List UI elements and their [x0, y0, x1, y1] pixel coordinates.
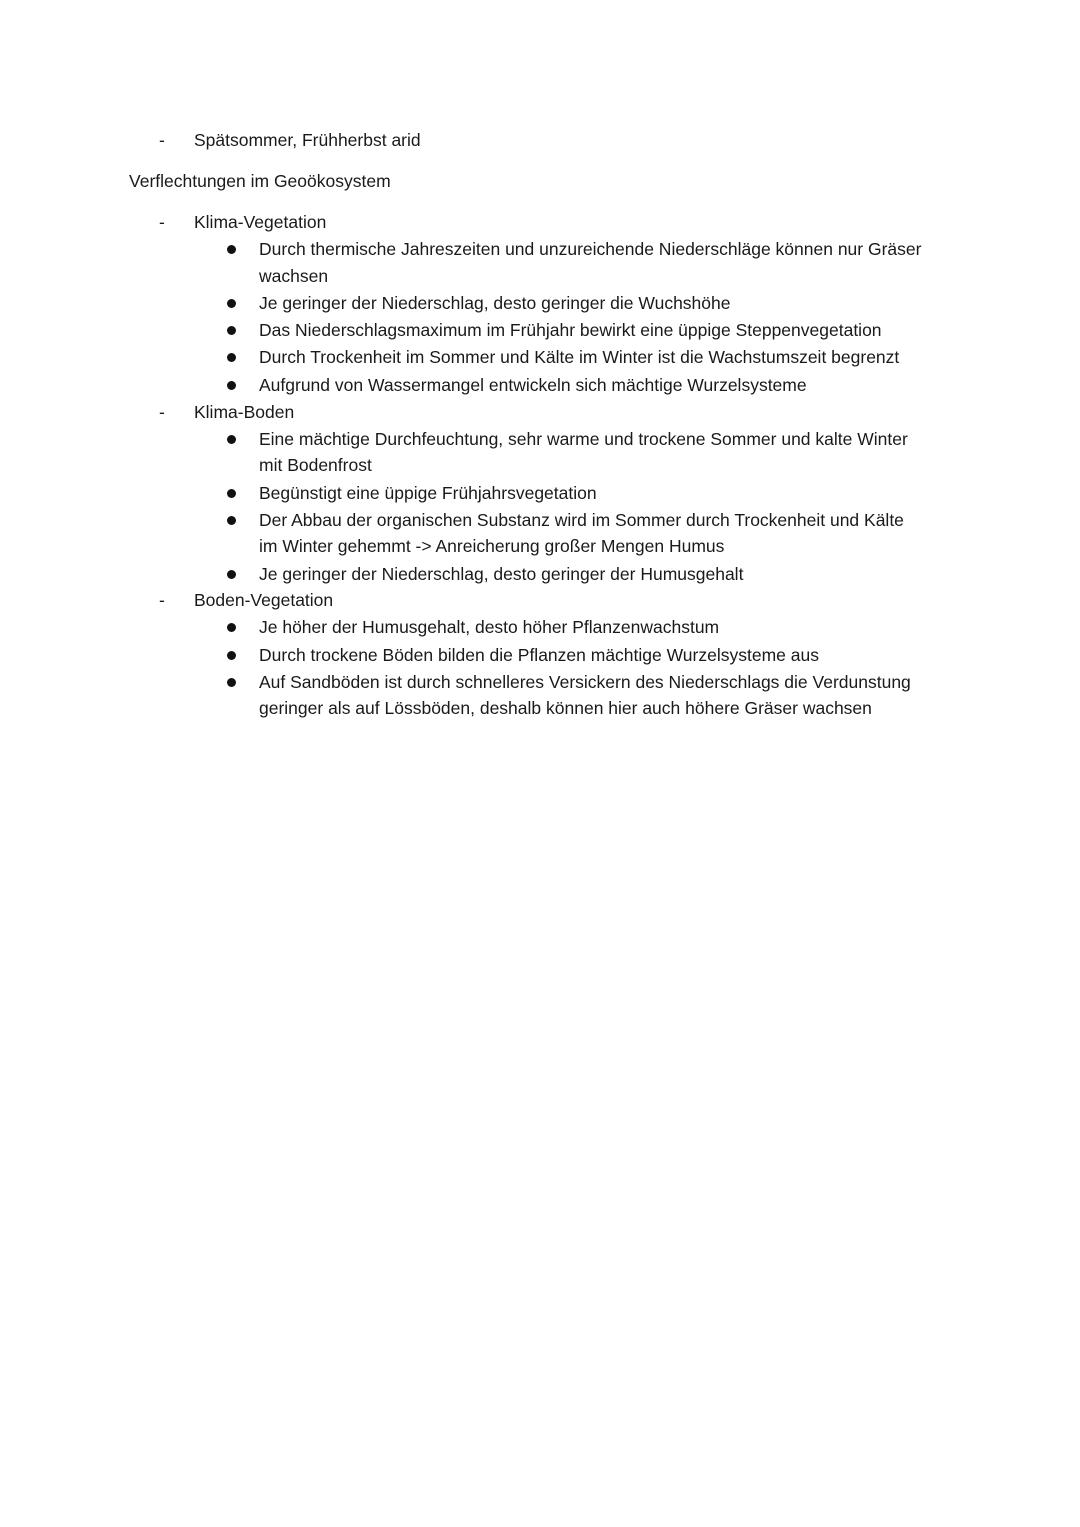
list-item-line: Aufgrund von Wassermangel entwickeln sich mächtige Wurzelsysteme	[259, 375, 807, 395]
bullet-icon	[227, 651, 236, 660]
list-item-line: wachsen	[259, 266, 329, 286]
list-item-line: Eine mächtige Durchfeuchtung, sehr warme und trockene Sommer und kalte Winter	[259, 429, 908, 449]
bullet-icon	[227, 381, 236, 390]
dash-marker: -	[159, 212, 165, 232]
bullet-icon	[227, 435, 236, 444]
list-item-line: Durch thermische Jahreszeiten und unzureichende Niederschläge können nur Gräser	[259, 239, 922, 259]
list-item-line: Durch Trockenheit im Sommer und Kälte im Winter ist die Wachstumszeit begrenzt	[259, 347, 900, 367]
subsection-title-klima-vegetation: Klima-Vegetation	[194, 212, 327, 232]
dash-marker: -	[159, 130, 165, 150]
bullet-icon	[227, 570, 236, 579]
subsection-title-boden-vegetation: Boden-Vegetation	[194, 590, 334, 610]
bullet-icon	[227, 516, 236, 525]
list-item-line: mit Bodenfrost	[259, 455, 372, 475]
list-item-line: geringer als auf Lössböden, deshalb können hier auch höhere Gräser wachsen	[259, 698, 872, 718]
bullet-icon	[227, 623, 236, 632]
section-heading: Verflechtungen im Geoökosystem	[129, 171, 391, 191]
subsection-title-klima-boden: Klima-Boden	[194, 402, 295, 422]
list-item-line: Begünstigt eine üppige Frühjahrsvegetation	[259, 483, 597, 503]
dash-marker: -	[159, 402, 165, 422]
list-item-line: Je geringer der Niederschlag, desto geringer der Humusgehalt	[259, 564, 744, 584]
bullet-icon	[227, 245, 236, 254]
list-item-line: im Winter gehemmt -> Anreicherung großer Mengen Humus	[259, 536, 725, 556]
list-item-line: Das Niederschlagsmaximum im Frühjahr bewirkt eine üppige Steppenvegetation	[259, 320, 882, 340]
bullet-icon	[227, 678, 236, 687]
bullet-icon	[227, 489, 236, 498]
list-item-line: Der Abbau der organischen Substanz wird im Sommer durch Trockenheit und Kälte	[259, 510, 904, 530]
bullet-icon	[227, 299, 236, 308]
list-item-line: Durch trockene Böden bilden die Pflanzen mächtige Wurzelsysteme aus	[259, 645, 819, 665]
bullet-icon	[227, 353, 236, 362]
list-item-line: Je geringer der Niederschlag, desto geringer die Wuchshöhe	[259, 293, 731, 313]
bullet-icon	[227, 326, 236, 335]
list-item-line: Je höher der Humusgehalt, desto höher Pflanzenwachstum	[259, 617, 720, 637]
intro-item: Spätsommer, Frühherbst arid	[194, 130, 421, 150]
list-item-line: Auf Sandböden ist durch schnelleres Versickern des Niederschlags die Verdunstung	[259, 672, 911, 692]
dash-marker: -	[159, 590, 165, 610]
